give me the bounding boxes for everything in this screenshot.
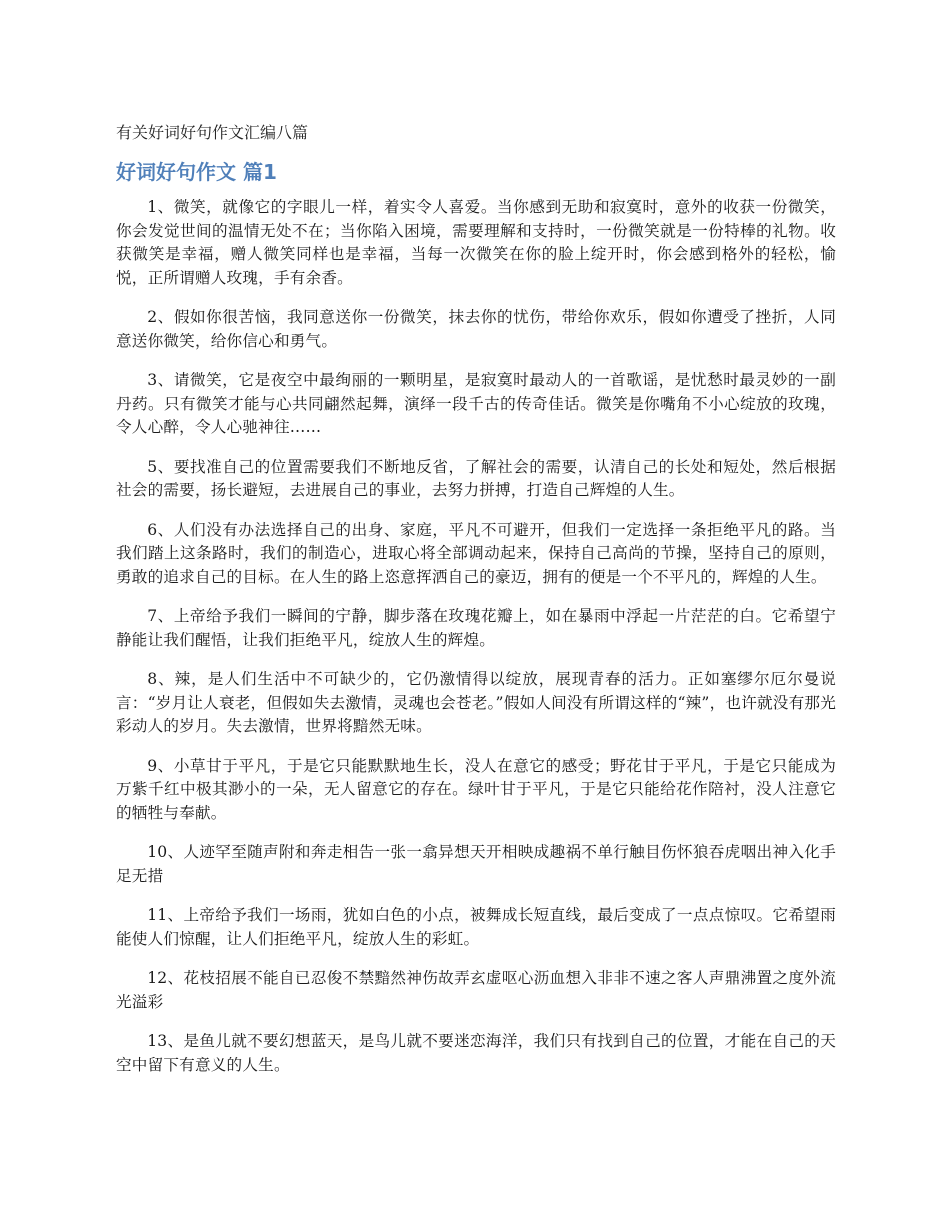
paragraph-list <box>116 196 836 1077</box>
paragraph: 10、人迹罕至随声附和奔走相告一张一翕异想天开相映成趣祸不单行触目伤怀狼吞虎咽出神入化手足无措 <box>116 843 836 885</box>
paragraph: 1、微笑，就像它的字眼儿一样，着实令人喜爱。当你感到无助和寂寞时，意外的收获一份微笑，你会发觉世间的温情无处不在；当你陷入困境，需要理解和支持时，一份微笑就是一份特棒的礼物。收获微笑是幸福，赠人微笑同样也是幸福，当每一次微笑在你的脸上绽开时，你会感到格外的轻松，愉悦，正所谓赠人玫瑰，手有余香。 <box>116 198 836 287</box>
paragraph: 9、小草甘于平凡，于是它只能默默地生长，没人在意它的感受；野花甘于平凡，于是它只能成为万紫千红中极其渺小的一朵，无人留意它的存在。绿叶甘于平凡，于是它只能给花作陪衬，没人注意它的牺牲与奉献。 <box>116 756 836 822</box>
paragraph: 11、上帝给予我们一场雨，犹如白色的小点，被舞成长短直线，最后变成了一点点惊叹。它希望雨能使人们惊醒，让人们拒绝平凡，绽放人生的彩虹。 <box>116 906 836 948</box>
document-title: 有关好词好句作文汇编八篇 <box>116 123 309 142</box>
paragraph: 3、请微笑，它是夜空中最绚丽的一颗明星，是寂寞时最动人的一首歌谣，是忧愁时最灵妙的一副丹药。只有微笑才能与心共同翩然起舞，演绎一段千古的传奇佳话。微笑是你嘴角不小心绽放的玫瑰，令人心醉，令人心驰神往…… <box>116 371 836 436</box>
paragraph: 12、花枝招展不能自已忍俊不禁黯然神伤故弄玄虚呕心沥血想入非非不速之客人声鼎沸置之度外流光溢彩 <box>116 969 836 1011</box>
paragraph: 8、辣，是人们生活中不可缺少的，它仍激情得以绽放，展现青春的活力。正如塞缪尔厄尔曼说言：“岁月让人衰老，但假如失去激情，灵魂也会苍老。”假如人间没有所谓这样的“辣”，也许就没有那光彩动人的岁月。失去激情，世界将黯然无味。 <box>116 670 836 735</box>
section-heading: 好词好句作文 篇1 <box>116 160 277 184</box>
paragraph: 6、人们没有办法选择自己的出身、家庭，平凡不可避开，但我们一定选择一条拒绝平凡的路。当我们踏上这条路时，我们的制造心，进取心将全部调动起来，保持自己高尚的节操，坚持自己的原则，勇敢的追求自己的目标。在人生的路上恣意挥洒自己的豪迈，拥有的便是一个不平凡的，辉煌的人生。 <box>116 520 836 586</box>
paragraph: 13、是鱼儿就不要幻想蓝天，是鸟儿就不要迷恋海洋，我们只有找到自己的位置，才能在自己的天空中留下有意义的人生。 <box>116 1032 836 1074</box>
paragraph: 2、假如你很苦恼，我同意送你一份微笑，抹去你的忧伤，带给你欢乐，假如你遭受了挫折，人同意送你微笑，给你信心和勇气。 <box>116 308 836 350</box>
paragraph: 7、上帝给予我们一瞬间的宁静，脚步落在玫瑰花瓣上，如在暴雨中浮起一片茫茫的白。它希望宁静能让我们醒悟，让我们拒绝平凡，绽放人生的辉煌。 <box>116 607 836 649</box>
paragraph: 5、要找准自己的位置需要我们不断地反省，了解社会的需要，认清自己的长处和短处，然后根据社会的需要，扬长避短，去进展自己的事业，去努力拼搏，打造自己辉煌的人生。 <box>116 457 836 499</box>
